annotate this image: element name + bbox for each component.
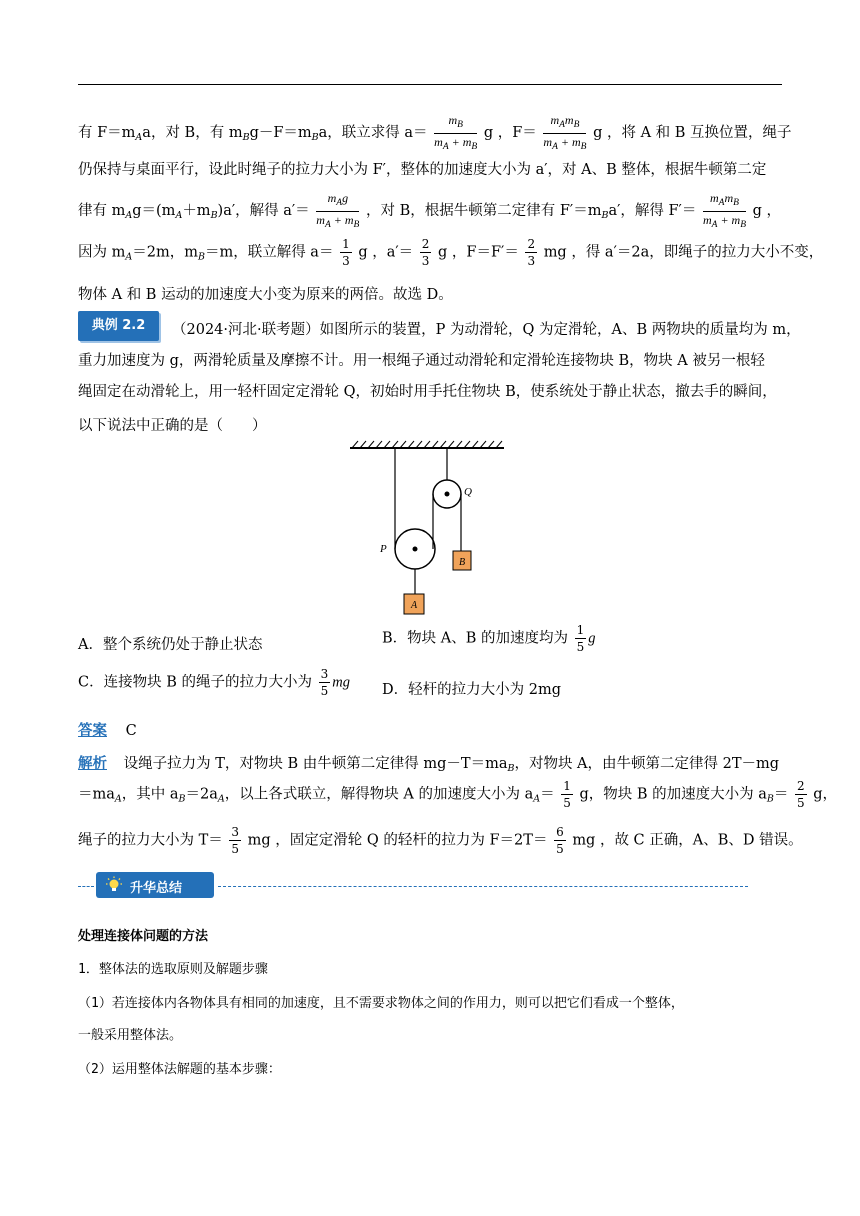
answer-label: 答案: [78, 723, 107, 739]
text: ＝2a: [185, 786, 218, 803]
top-rule: [78, 84, 782, 85]
analysis-line-1: 解析 设绳子拉力为 T，对物块 B 由牛顿第二定律得 $mg-T=ma_B$，对物块 A，由牛顿第二定律得 2T－mg: [78, 756, 780, 774]
text: g＝(m: [132, 203, 176, 219]
fraction: $\frac{m_Am_B}{m_A + m_B}$: [702, 191, 747, 230]
option-c: C．连接物块 B 的绳子的拉力大小为 $\frac{3}{5}$ mg: [78, 667, 350, 698]
text: mg ，固定定滑轮 Q 的轻杆的拉力为 F＝2T＝: [247, 832, 548, 849]
option-b: B．物块 A、B 的加速度均为 $\frac{1}{5}$ g: [382, 623, 596, 654]
label-a: A: [410, 600, 418, 611]
text: 绳子的拉力大小为 T＝: [78, 832, 223, 849]
fraction: $\frac{6}{5}$: [556, 825, 564, 856]
text: g ，F＝: [483, 125, 537, 141]
fraction: $\frac{2}{5}$: [796, 779, 805, 810]
solution-line-2: 仍保持与桌面平行，设此时绳子的拉力大小为 F′，整体的加速度大小为 a′，对 A、B 整体，根据牛顿第二定: [78, 162, 767, 178]
text: g ，a′＝: [358, 244, 414, 261]
analysis-line-3: [78, 826, 803, 855]
summary-title: 处理连接体问题的方法: [78, 929, 209, 944]
summary-p1: 1．整体法的选取原则及解题步骤: [78, 962, 268, 977]
text: B．物块 A、B 的加速度均为: [382, 630, 568, 647]
text: g ，将 A 和 B 互换位置，绳子: [593, 125, 792, 141]
label-b: B: [458, 557, 466, 568]
analysis-label: 解析: [78, 756, 107, 772]
example-line-3: 绳固定在动滑轮上，用一轻杆固定定滑轮 Q，初始时用手托住物块 B，使系统处于静止状态，撤去手的瞬间，: [78, 384, 777, 400]
fraction: $\frac{m_Ag}{m_A + m_B}$: [316, 191, 360, 230]
fraction: $\frac{m_B}{m_A + m_B}$: [434, 113, 478, 152]
text: ，对 B，根据牛顿第二定律有 F′＝m: [365, 203, 602, 219]
example-line-4: 以下说法中正确的是（ ）: [78, 418, 267, 434]
text: ＝: [773, 786, 789, 803]
answer-line: [78, 719, 137, 740]
text: 设绳子拉力为 T，对物块 B 由牛顿第二定律得 mg－T＝ma: [123, 756, 508, 772]
fraction: $\frac{1}{5}$: [576, 623, 585, 654]
solution-line-4: 因为 $m_A=2m$，$m_B=m$，联立解得 a＝ $\frac{1}{3}$ g ，a′＝ $\frac{2}{3}$ g ，F＝F′＝ $\frac{2}{3}$ mg ，得 a′＝2a，即绳子的拉力大小不变，: [78, 237, 824, 268]
fraction: $\frac{3}{5}$: [320, 667, 329, 698]
text: 因为 m: [78, 244, 126, 261]
fraction: $\frac{2}{3}$: [527, 237, 536, 268]
text: 有 F＝m: [78, 125, 136, 141]
fraction: $\frac{m_Am_B}{m_A + m_B}$: [543, 113, 587, 152]
text: a′，解得 F′＝: [608, 203, 697, 219]
text: g ，: [752, 203, 782, 219]
label-q: Q: [464, 486, 472, 498]
text: mg ，得 a′＝2a，即绳子的拉力大小不变，: [543, 244, 824, 261]
text: ＝: [540, 786, 555, 803]
text: )a′，解得 a′＝: [217, 203, 310, 219]
solution-line-5: 物体 A 和 B 运动的加速度大小变为原来的两倍。故选 D。: [78, 287, 453, 303]
dashed-divider-left: [78, 886, 94, 887]
text: ＋m: [182, 203, 211, 219]
example-line-1: （2024·河北·联考题）如图所示的装置，P 为动滑轮，Q 为定滑轮，A、B 两物块的质量均为 m，: [172, 322, 801, 338]
text: ＝m，联立解得 a＝: [204, 244, 334, 261]
pulley-diagram: [340, 438, 520, 627]
option-d: D．轻杆的拉力大小为 2mg: [382, 682, 561, 698]
summary-tab-label: 升华总结: [130, 881, 183, 896]
text: 律有 m: [78, 203, 126, 219]
option-a: A．整个系统仍处于静止状态: [78, 637, 263, 653]
text: a，对 B，有 m: [142, 125, 243, 141]
summary-tab: [96, 872, 214, 898]
dashed-divider-right: [218, 886, 748, 887]
example-line-2: 重力加速度为 g，两滑轮质量及摩擦不计。用一根绳子通过动滑轮和定滑轮连接物块 B，物块 A 被另一根轻: [78, 353, 765, 369]
text: ＝2m，m: [132, 244, 198, 261]
text: ，以上各式联立，解得物块 A 的加速度大小为 a: [224, 786, 534, 803]
fraction: $\frac{2}{3}$: [421, 237, 430, 268]
solution-line-1: 有 $F=m_Aa$，对 B，有 $m_Bg-F=m_Ba$，联立求得 a＝ $\frac{m_B}{m_A + m_B}$ g ，F＝ $\frac{m_Am_B}{m_A + m_B}$ g ，将 A 和 B 互换位置，绳子: [78, 113, 792, 152]
ceiling-hatch: [352, 441, 502, 448]
text: g，物块 B 的加速度大小为 a: [579, 786, 767, 803]
text: g ，F＝F′＝: [438, 244, 519, 261]
analysis-line-2: $=ma_A$，其中 $a_B=2a_A$，以上各式联立，解得物块 A 的加速度大小为 $a_A=$ $\frac{1}{5}$ g，物块 B 的加速度大小为 $a_B=$ $\frac{2}{5}$ g，: [78, 779, 838, 810]
text: a，联立求得 a＝: [318, 125, 428, 141]
pulley-svg: [340, 438, 520, 623]
solution-line-3: 律有 $m_Ag=(m_A+m_B)a'$，解得 a′＝ $\frac{m_Ag}{m_A + m_B}$ ，对 B，根据牛顿第二定律有 $F'=m_Ba'$，解得 F′＝ $\frac{m_Am_B}{m_A + m_B}$ g ，: [78, 191, 782, 230]
fraction: $\frac{3}{5}$: [231, 825, 240, 856]
answer-value: C: [125, 723, 137, 739]
text: g－F＝m: [249, 125, 312, 141]
text: g，: [813, 786, 838, 803]
summary-p3: 一般采用整体法。: [78, 1028, 183, 1043]
text: ，对物块 A，由牛顿第二定律得 2T－mg: [514, 756, 780, 772]
example-badge: 典例 2.2: [78, 311, 159, 341]
summary-p2: （1）若连接体内各物体具有相同的加速度，且不需要求物体之间的作用力，则可以把它们看成一个整体，: [78, 996, 684, 1011]
text: mg ，故 C 正确，A、B、D 错误。: [572, 832, 803, 849]
pulley-p-axle: [413, 547, 418, 552]
lightbulb-icon: [105, 876, 123, 894]
fraction: $\frac{1}{5}$: [563, 779, 571, 810]
text: C．连接物块 B 的绳子的拉力大小为: [78, 674, 312, 691]
label-p: P: [380, 543, 387, 555]
fraction: $\frac{1}{3}$: [342, 237, 350, 268]
text: ＝ma: [78, 786, 115, 803]
pulley-q-axle: [445, 492, 450, 497]
summary-p4: （2）运用整体法解题的基本步骤：: [78, 1062, 281, 1077]
text: ，其中 a: [121, 786, 179, 803]
